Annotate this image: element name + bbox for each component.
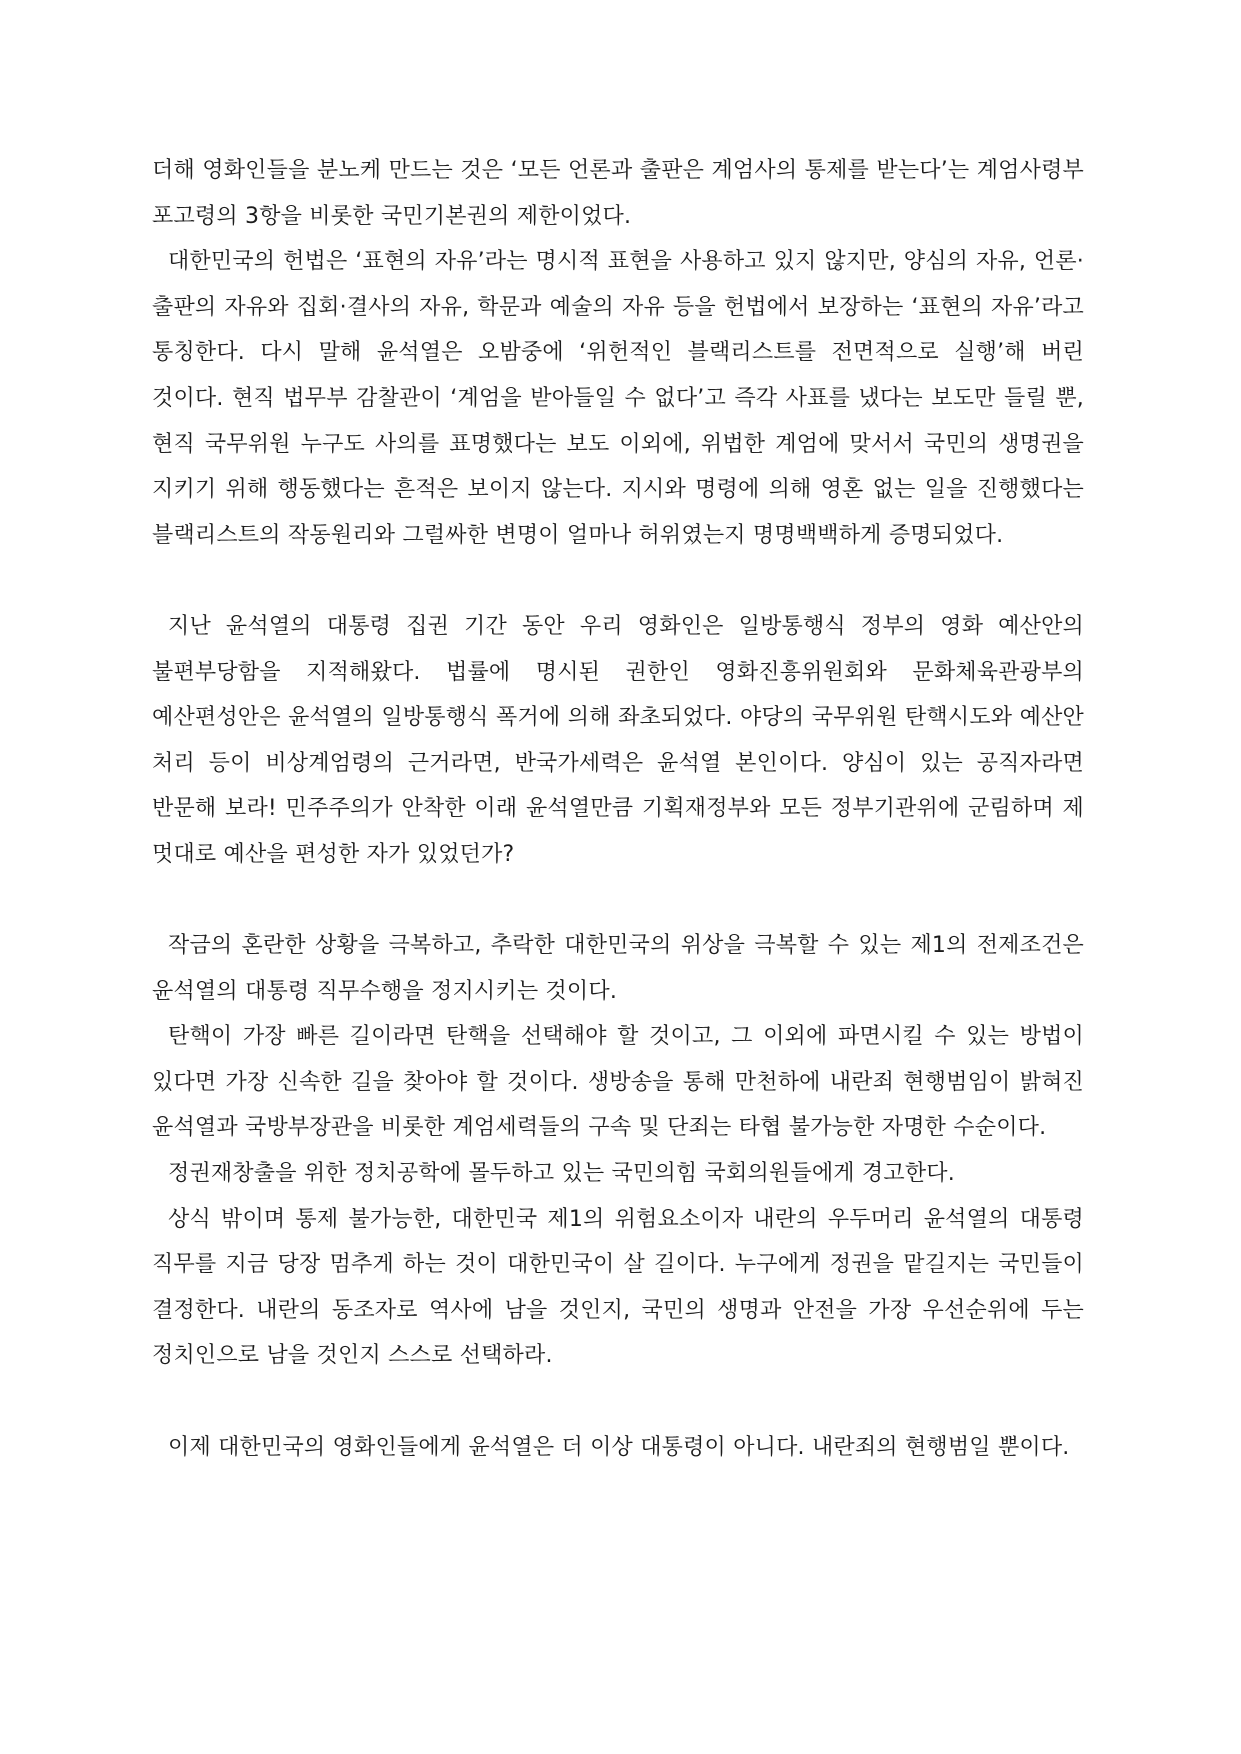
paragraph-spacer <box>152 1379 1084 1425</box>
paragraph-spacer <box>152 558 1084 604</box>
paragraph-6: 정권재창출을 위한 정치공학에 몰두하고 있는 국민의힘 국회의원들에게 경고한다. <box>168 1161 955 1187</box>
paragraph-3: 지난 윤석열의 대통령 집권 기간 동안 우리 영화인은 일방통행식 정부의 영화 예산안의 불편부당함을 지적해왔다. 법률에 명시된 권한인 영화진흥위원회와 문화체육관광부의 예산편성안은 윤석열의 일방통행식 폭거에 의해 좌초되었다. 야당의 국무위원 탄핵시도와 예산안 처리 등이 비상계엄령의 근거라면, 반국가세력은 윤석열 본인이다. 양심이 있는 공직자라면 반문해 보라! 민주주의가 안착한 이래 윤석열만큼 기획재정부와 모든 정부기관위에 군림하며 제 멋대로 예산을 편성한 자가 있었던가? <box>152 613 1084 867</box>
paragraph-8: 이제 대한민국의 영화인들에게 윤석열은 더 이상 대통령이 아니다. 내란죄의 현행범일 뿐이다. <box>168 1434 1070 1460</box>
document-body <box>152 148 1084 1470</box>
paragraph-4: 작금의 혼란한 상황을 극복하고, 추락한 대한민국의 위상을 극복할 수 있는 제1의 전제조건은 윤석열의 대통령 직무수행을 정지시키는 것이다. <box>152 933 1084 1004</box>
paragraph-7: 상식 밖이며 통제 불가능한, 대한민국 제1의 위험요소이자 내란의 우두머리 윤석열의 대통령 직무를 지금 당장 멈추게 하는 것이 대한민국이 살 길이다. 누구에게 정권을 맡길지는 국민들이 결정한다. 내란의 동조자로 역사에 남을 것인지, 국민의 생명과 안전을 가장 우선순위에 두는 정치인으로 남을 것인지 스스로 선택하라. <box>152 1206 1084 1369</box>
paragraph-2: 대한민국의 헌법은 ‘표현의 자유’라는 명시적 표현을 사용하고 있지 않지만, 양심의 자유, 언론·출판의 자유와 집회·결사의 자유, 학문과 예술의 자유 등을 헌법에서 보장하는 ‘표현의 자유’라고 통칭한다. 다시 말해 윤석열은 오밤중에 ‘위헌적인 블랙리스트를 전면적으로 실행’해 버린 것이다. 현직 법무부 감찰관이 ‘계엄을 받아들일 수 없다’고 즉각 사표를 냈다는 보도만 들릴 뿐, 현직 국무위원 누구도 사의를 표명했다는 보도 이외에, 위법한 계엄에 맞서서 국민의 생명권을 지키기 위해 행동했다는 흔적은 보이지 않는다. 지시와 명령에 의해 영혼 없는 일을 진행했다는 블랙리스트의 작동원리와 그럴싸한 변명이 얼마나 허위였는지 명명백백하게 증명되었다. <box>152 249 1084 548</box>
paragraph-1: 더해 영화인들을 분노케 만드는 것은 ‘모든 언론과 출판은 계엄사의 통제를 받는다’는 계엄사령부 포고령의 3항을 비롯한 국민기본권의 제한이었다. <box>152 158 1084 229</box>
paragraph-spacer <box>152 878 1084 924</box>
paragraph-5: 탄핵이 가장 빠른 길이라면 탄핵을 선택해야 할 것이고, 그 이외에 파면시킬 수 있는 방법이 있다면 가장 신속한 길을 찾아야 할 것이다. 생방송을 통해 만천하에 내란죄 현행범임이 밝혀진 윤석열과 국방부장관을 비롯한 계엄세력들의 구속 및 단죄는 타협 불가능한 자명한 수순이다. <box>152 1024 1084 1141</box>
